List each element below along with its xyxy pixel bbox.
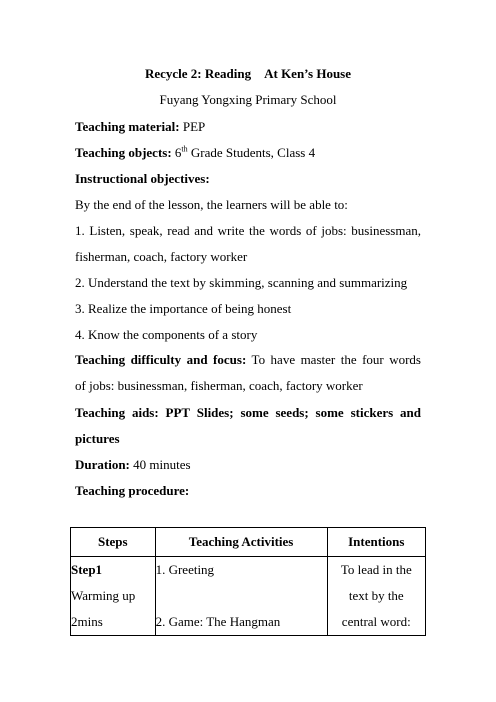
duration-value: 40 minutes (129, 457, 191, 472)
objects-ordinal: th (181, 144, 188, 154)
document-title (0, 66, 496, 82)
difficulty-label: Teaching difficulty and focus: (75, 352, 247, 367)
title-text: Recycle 2: Reading At Ken’s House (144, 66, 352, 81)
intention-line: central word: (341, 614, 411, 629)
activity-greeting: 1. Greeting (155, 562, 215, 577)
header-intentions: Intentions (327, 528, 425, 557)
duration-label: Duration: (75, 457, 130, 472)
intention-line: To lead in the (340, 562, 412, 577)
teaching-aids-line-2 (75, 431, 421, 447)
table-row (71, 557, 426, 636)
procedure-table (70, 527, 426, 636)
objective-2: 2. Understand the text by skimming, scanning and summarizing (75, 275, 408, 290)
teaching-material (75, 119, 421, 135)
table-header-row (71, 528, 426, 557)
header-activities: Teaching Activities (155, 528, 327, 557)
teaching-objects (75, 145, 421, 161)
activity-game: 2. Game: The Hangman (155, 614, 281, 629)
objective-3: 3. Realize the importance of being honest (75, 301, 292, 316)
objectives-intro: By the end of the lesson, the learners will be able to: (75, 197, 348, 212)
aids-text: Teaching aids: PPT Slides; some seeds; some stickers and (75, 405, 421, 420)
difficulty-line-2: of jobs: businessman, fisherman, coach, factory worker (75, 378, 363, 393)
activities-cell (155, 557, 327, 636)
objects-label: Teaching objects: (75, 145, 172, 160)
material-label: Teaching material: (75, 119, 180, 134)
objective-1-line-1: 1. Listen, speak, read and write the words of jobs: businessman, (75, 223, 421, 238)
aids-text-cont: pictures (75, 431, 120, 446)
step-title: Step1 (71, 562, 103, 577)
difficulty-line-1 (75, 352, 421, 368)
intentions-cell (327, 557, 425, 636)
objectives-label: Instructional objectives: (75, 171, 210, 186)
procedure-heading (75, 483, 421, 499)
school-name: Fuyang Yongxing Primary School (159, 92, 337, 107)
intention-line: text by the (348, 588, 404, 603)
objects-grade: 6 (171, 145, 182, 160)
teaching-aids-line-1 (75, 405, 421, 421)
duration (75, 457, 421, 473)
procedure-label: Teaching procedure: (75, 483, 190, 498)
objective-1-line-2: fisherman, coach, factory worker (75, 249, 248, 264)
objectives-heading (75, 171, 421, 187)
step-time: 2mins (71, 614, 103, 629)
objective-4: 4. Know the components of a story (75, 327, 258, 342)
objects-value: Grade Students, Class 4 (187, 145, 316, 160)
header-steps: Steps (71, 528, 156, 557)
material-value: PEP (179, 119, 206, 134)
difficulty-text: To have master the four words (246, 352, 421, 367)
step-subtitle: Warming up (71, 588, 136, 603)
step-cell (71, 557, 156, 636)
